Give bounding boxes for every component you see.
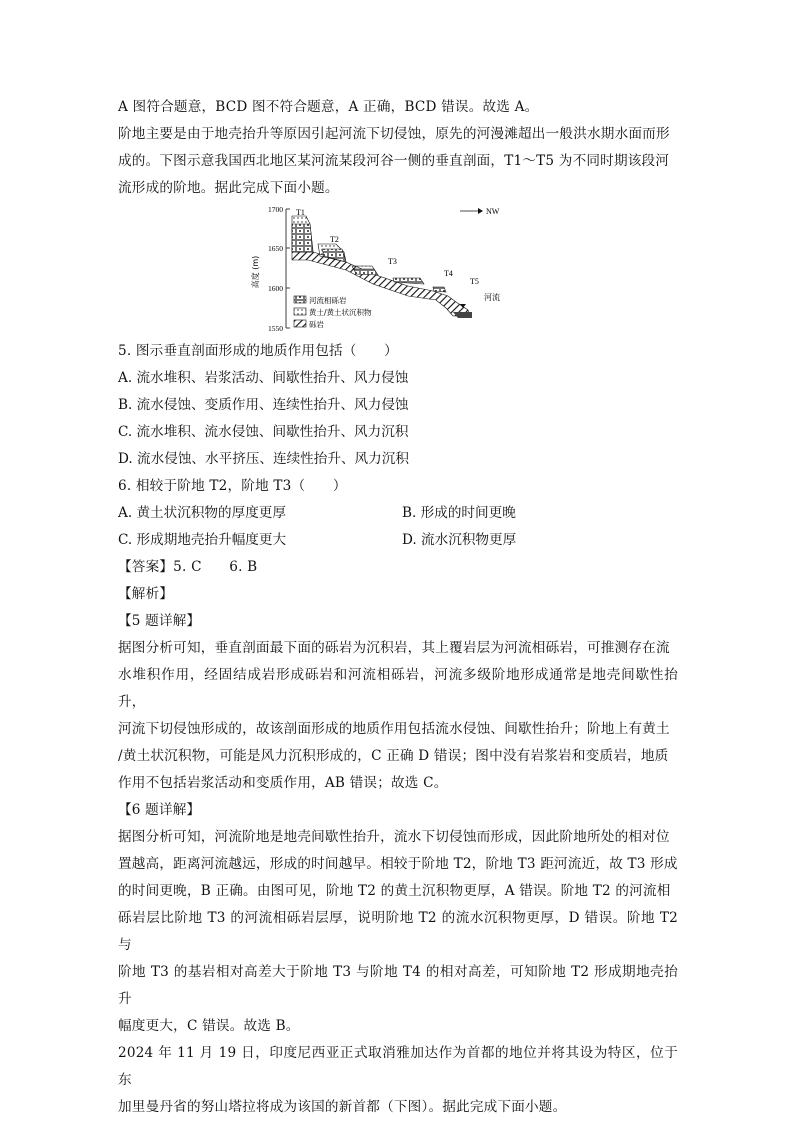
document-page [118, 94, 678, 1121]
question-5-stem: 5. 图示垂直剖面形成的地质作用包括（ ） [118, 343, 398, 359]
y-axis-label: 高度 (m) [251, 255, 260, 289]
question-6-stem: 6. 相较于阶地 T2，阶地 T3（ ） [118, 478, 347, 494]
question-5-option-c: C. 流水堆积、流水侵蚀、间歇性抬升、风力沉积 [118, 424, 409, 440]
terrace-label: T3 [388, 257, 397, 266]
text-line: 2024 年 11 月 19 日，印度尼西亚正式取消雅加达作为首都的地位并将其设为特区，位于东 [118, 1045, 678, 1088]
text-line: 阶地主要是由于地壳抬升等原因引起河流下切侵蚀，原先的河漫滩超出一般洪水期水面而形 [118, 126, 670, 142]
terrace-label: T4 [444, 269, 453, 278]
legend-swatch [294, 308, 306, 315]
text-line: 据图分析可知，垂直剖面最下面的砾岩为沉积岩，其上覆岩层为河流相砾岩，可推测存在流 [118, 640, 670, 656]
terrace-label: T5 [470, 277, 479, 286]
legend-label: 河流相砾岩 [309, 296, 347, 305]
legend-label: 砾岩 [309, 320, 324, 329]
conglomerate-layer [292, 252, 470, 316]
text-line: 幅度更大，C 错误。故选 B。 [118, 1018, 300, 1034]
detail-6-heading: 【6 题详解】 [118, 802, 201, 818]
text-line: 成的。下图示意我国西北地区某河流某段河谷一侧的垂直剖面，T1～T5 为不同时期该段河 [118, 153, 670, 169]
question-6-options-row [118, 527, 678, 554]
text-line: /黄土状沉积物，可能是风力沉积形成的，C 正确 D 错误；图中没有岩浆岩和变质岩，地质 [118, 748, 669, 764]
direction-label: NW [486, 207, 500, 216]
text-line: 据图分析可知，河流阶地是地壳间歇性抬升，流水下切侵蚀而形成，因此阶地所处的相对位 [118, 829, 670, 845]
question-5-option-b: B. 流水侵蚀、变质作用、连续性抬升、风力侵蚀 [118, 397, 409, 413]
question-6-option-d: D. 流水沉积物更厚 [402, 532, 517, 548]
text-line: 流形成的阶地。据此完成下面小题。 [118, 180, 339, 196]
text-line: 的时间更晚，B 正确。由图可见，阶地 T2 的黄土沉积物更厚，A 错误。阶地 T2 的河流相 [118, 883, 671, 899]
question-6-options-row [118, 500, 678, 527]
legend-swatch [294, 296, 306, 303]
text-line: 作用不包括岩浆活动和变质作用，AB 错误；故选 C。 [118, 775, 448, 791]
text-line: 水堆积作用，经固结成岩形成砾岩和河流相砾岩，河流多级阶地形成通常是地壳间歇性抬升， [118, 667, 678, 710]
river-channel [453, 312, 472, 318]
text-line: 砾岩层比阶地 T3 的河流相砾岩层厚，说明阶地 T2 的流水沉积物更厚，D 错误。阶地 T2 与 [118, 910, 678, 953]
y-tick-label: 1700 [268, 205, 283, 214]
answer-line: 【答案】5. C 6. B [118, 559, 258, 575]
legend-label: 黄土/黄土状沉积物 [309, 308, 372, 317]
text-line: 加里曼丹省的努山塔拉将成为该国的新首都（下图）。据此完成下面小题。 [118, 1099, 567, 1115]
question-5-option-d: D. 流水侵蚀、水平挤压、连续性抬升、风力沉积 [118, 451, 409, 467]
question-5-option-a: A. 流水堆积、岩浆活动、间歇性抬升、风力侵蚀 [118, 370, 409, 386]
terrace-label: T2 [330, 235, 339, 244]
text-line: 置越高，距离河流越远，形成的时间越早。相较于阶地 T2，阶地 T3 距河流近，故 T3 形成 [118, 856, 678, 872]
text-line: 河流下切侵蚀形成的，故该剖面形成的地质作用包括流水侵蚀、间歇性抬升；阶地上有黄土 [118, 721, 670, 737]
question-6-option-b: B. 形成的时间更晚 [402, 505, 516, 521]
y-tick-label: 1650 [268, 244, 283, 253]
question-6-option-c: C. 形成期地壳抬升幅度更大 [118, 532, 287, 548]
question-6-option-a: A. 黄土状沉积物的厚度更厚 [118, 505, 286, 521]
river-label: 河流 [484, 293, 500, 302]
y-tick-label: 1600 [268, 284, 283, 293]
terrace-profile-diagram [248, 204, 548, 334]
text-line: 阶地 T3 的基岩相对高差大于阶地 T3 与阶地 T4 的相对高差，可知阶地 T2 形成期地壳抬升 [118, 964, 678, 1007]
detail-5-heading: 【5 题详解】 [118, 613, 201, 629]
y-tick-label: 1550 [268, 324, 283, 333]
legend-swatch [294, 320, 306, 327]
terrace-profile-figure [118, 204, 678, 334]
terrace-label: T1 [296, 208, 305, 217]
text-line: A 图符合题意，BCD 图不符合题意，A 正确，BCD 错误。故选 A。 [118, 99, 539, 115]
analysis-heading: 【解析】 [118, 586, 174, 602]
